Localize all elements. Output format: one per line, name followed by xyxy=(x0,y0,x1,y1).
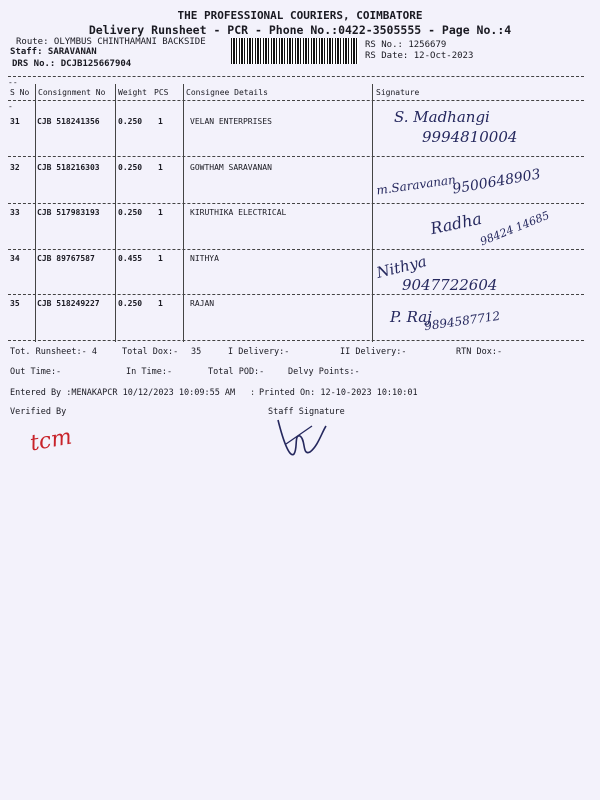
col-line xyxy=(372,84,373,342)
col-weight: Weight xyxy=(118,88,147,97)
i-delivery: I Delivery:- xyxy=(228,347,290,357)
col-consignee: Consignee Details xyxy=(186,88,268,97)
row-pcs: 1 xyxy=(158,208,163,217)
divider-mark: -- xyxy=(8,78,18,87)
row-weight: 0.250 xyxy=(118,208,143,217)
divider xyxy=(8,76,584,77)
row-pcs: 1 xyxy=(158,117,163,126)
signature-name: m.Saravanan xyxy=(375,172,457,198)
signature-name: Nithya xyxy=(374,252,429,282)
barcode xyxy=(231,38,359,64)
col-line xyxy=(35,84,36,342)
row-consignment: CJB 518241356 xyxy=(37,117,100,126)
staff-label: Staff: SARAVANAN xyxy=(10,47,97,57)
divider-mark: - xyxy=(8,102,13,111)
staff-signature-label: Staff Signature xyxy=(268,407,345,417)
row-weight: 0.250 xyxy=(118,117,143,126)
delvy-points: Delvy Points:- xyxy=(288,367,360,377)
verified-by: Verified By xyxy=(10,407,67,417)
rs-number: RS No.: 1256679 xyxy=(365,40,447,50)
signature-name: Radha xyxy=(428,208,484,239)
ii-delivery: II Delivery:- xyxy=(340,347,407,357)
total-pod: Total POD:- xyxy=(208,367,265,377)
row-divider xyxy=(8,203,584,204)
in-time: In Time:- xyxy=(126,367,173,377)
signature-phone: 9894587712 xyxy=(423,308,501,334)
row-weight: 0.250 xyxy=(118,163,143,172)
row-consignee: RAJAN xyxy=(190,299,215,308)
pipe-separator: : xyxy=(250,388,256,398)
row-divider xyxy=(8,249,584,250)
row-sno: 31 xyxy=(10,117,20,126)
row-sno: 35 xyxy=(10,299,20,308)
row-sno: 33 xyxy=(10,208,20,217)
row-consignment: CJB 518249227 xyxy=(37,299,100,308)
rs-date: RS Date: 12-Oct-2023 xyxy=(365,51,474,61)
out-time: Out Time:- xyxy=(10,367,62,377)
row-pcs: 1 xyxy=(158,163,163,172)
drs-number: DRS No.: DCJB125667904 xyxy=(12,59,132,69)
row-consignee: VELAN ENTERPRISES xyxy=(190,117,272,126)
sheet-title: Delivery Runsheet - PCR - Phone No.:0422-3505555 - Page No.:4 xyxy=(88,23,512,37)
route-label: Route: OLYMBUS CHINTHAMANI BACKSIDE xyxy=(16,37,206,47)
row-divider xyxy=(8,156,584,157)
tot-runsheet: Tot. Runsheet:- 4 xyxy=(10,347,97,357)
row-consignment: CJB 517983193 xyxy=(37,208,100,217)
total-dox-value: 35 xyxy=(191,347,202,357)
divider xyxy=(8,100,584,101)
signature-phone: 9994810004 xyxy=(422,128,518,146)
verifier-signature: tcm xyxy=(28,424,74,457)
row-sno: 32 xyxy=(10,163,20,172)
company-name: THE PROFESSIONAL COURIERS, COIMBATORE xyxy=(177,9,423,22)
staff-signature-mark xyxy=(272,414,332,464)
row-pcs: 1 xyxy=(158,299,163,308)
row-sno: 34 xyxy=(10,254,20,263)
signature-name: S. Madhangi xyxy=(394,108,490,126)
row-divider xyxy=(8,340,584,341)
row-divider xyxy=(8,294,584,295)
printed-on: Printed On: 12-10-2023 10:10:01 xyxy=(259,388,418,398)
row-weight: 0.250 xyxy=(118,299,143,308)
row-consignee: KIRUTHIKA ELECTRICAL xyxy=(190,208,287,217)
signature-phone: 9500648903 xyxy=(451,166,542,198)
signature-phone: 9047722604 xyxy=(402,276,498,294)
total-dox-label: Total Dox:- xyxy=(122,347,179,357)
signature-name: P. Raj xyxy=(390,308,432,326)
row-consignment: CJB 518216303 xyxy=(37,163,100,172)
row-consignee: GOWTHAM SARAVANAN xyxy=(190,163,272,172)
row-weight: 0.455 xyxy=(118,254,143,263)
rtn-dox: RTN Dox:- xyxy=(456,347,503,357)
entered-by: Entered By :MENAKAPCR 10/12/2023 10:09:55 AM xyxy=(10,388,236,398)
col-line xyxy=(115,84,116,342)
signature-phone: 98424 14685 xyxy=(478,208,552,249)
row-pcs: 1 xyxy=(158,254,163,263)
row-consignee: NITHYA xyxy=(190,254,219,263)
col-signature: Signature xyxy=(376,88,420,97)
col-sno: S No xyxy=(10,88,30,97)
row-consignment: CJB 89767587 xyxy=(37,254,95,263)
col-line xyxy=(183,84,184,342)
col-consignment: Consignment No xyxy=(38,88,106,97)
col-pcs: PCS xyxy=(154,88,169,97)
